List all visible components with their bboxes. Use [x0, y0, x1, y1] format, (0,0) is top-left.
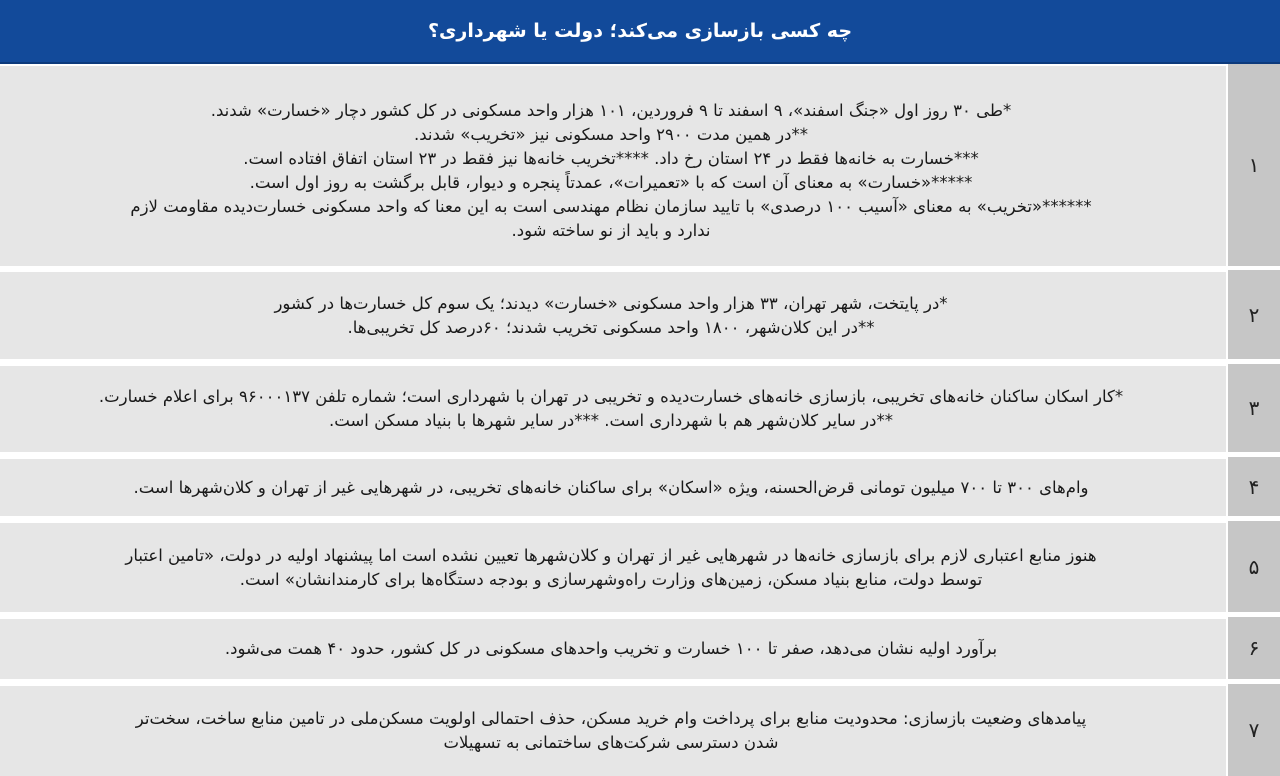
row-content — [0, 457, 1226, 516]
row-line: *کار اسکان ساکنان خانه‌های تخریبی، بازسازی خانه‌های خسارت‌دیده و تخریبی در تهران با شهرداری است؛ شماره تلفن ۹۶۰۰۰۱۳۷ برای اعلام خسارت. — [98, 387, 1124, 406]
row-number: ۷ — [1226, 684, 1280, 776]
table-row — [0, 270, 1280, 359]
row-line: **در سایر کلان‌شهر هم با شهرداری است. ***در سایر شهرها با بنیاد مسکن است. — [329, 411, 893, 430]
row-number: ۶ — [1226, 617, 1280, 679]
row-number: ۵ — [1226, 521, 1280, 612]
row-line: *طی ۳۰ روز اول «جنگ اسفند»، ۹ اسفند تا ۹ فروردین، ۱۰۱ هزار واحد مسکونی در کل کشور دچار «خسارت» شدند. — [210, 101, 1012, 120]
row-number: ۲ — [1226, 270, 1280, 359]
row-line: هنوز منابع اعتباری لازم برای بازسازی خانه‌ها در شهرهایی غیر از تهران و کلان‌شهرها تعیین نشده است اما پیشنهاد اولیه در دولت، «تامین اعتبار — [125, 545, 1097, 565]
table-title — [0, 0, 1280, 64]
row-content — [0, 684, 1226, 776]
row-content — [0, 64, 1226, 266]
row-content — [0, 364, 1226, 452]
row-content — [0, 521, 1226, 612]
row-line: ندارد و باید از نو ساخته شود. — [511, 221, 711, 240]
table-row — [0, 617, 1280, 679]
row-line: توسط دولت، منابع بنیاد مسکن، زمین‌های وزارت راه‌وشهرسازی و بودجه دستگاه‌ها برای کارمندانشان» است. — [239, 569, 983, 589]
table-row — [0, 684, 1280, 776]
row-line: **در این کلان‌شهر، ۱۸۰۰ واحد مسکونی تخریب شدند؛ ۶۰درصد کل تخریبی‌ها. — [347, 317, 875, 337]
table-row — [0, 64, 1280, 266]
row-line: وام‌های ۳۰۰ تا ۷۰۰ میلیون تومانی قرض‌الحسنه، ویژه «اسکان» برای ساکنان خانه‌های تخریبی، در شهرهایی غیر از تهران و کلان‌شهرها است. — [133, 477, 1089, 497]
row-line: **در همین مدت ۲۹۰۰ واحد مسکونی نیز «تخریب» شدند. — [414, 125, 808, 144]
row-line: شدن دسترسی شرکت‌های ساختمانی به تسهیلات — [443, 733, 779, 752]
row-number: ۴ — [1226, 457, 1280, 516]
row-line: ***خسارت به خانه‌ها فقط در ۲۴ استان رخ داد. ****تخریب خانه‌ها نیز فقط در ۲۳ استان اتفاق افتاده است. — [243, 149, 979, 168]
row-line: پیامدهای وضعیت بازسازی: محدودیت منابع برای پرداخت وام خرید مسکن، حذف احتمالی اولویت مسکن‌ملی در تامین منابع ساخت، سخت‌تر — [135, 709, 1087, 728]
row-line: برآورد اولیه نشان می‌دهد، صفر تا ۱۰۰ خسارت و تخریب واحدهای مسکونی در کل کشور، حدود ۴۰ همت می‌شود. — [224, 639, 998, 658]
table-row — [0, 521, 1280, 612]
table-row — [0, 364, 1280, 452]
row-line: *در پایتخت، شهر تهران، ۳۳ هزار واحد مسکونی «خسارت» دیدند؛ یک سوم کل خسارت‌ها در کشور — [274, 293, 948, 313]
row-number: ۳ — [1226, 364, 1280, 452]
row-content — [0, 617, 1226, 679]
row-number: ۱ — [1226, 64, 1280, 266]
row-line: ******«تخریب» به معنای «آسیب ۱۰۰ درصدی» با تایید سازمان نظام مهندسی است به این معنا که واحد مسکونی خسارت‌دیده مقاومت لازم — [130, 197, 1092, 216]
title-text: چه کسی بازسازی می‌کند؛ دولت یا شهرداری؟ — [428, 20, 853, 42]
row-line: *****«خسارت» به معنای آن است که با «تعمیرات»، عمدتاً پنجره و دیوار، قابل برگشت به روز اول است. — [249, 173, 973, 192]
table-row — [0, 457, 1280, 516]
row-content — [0, 270, 1226, 359]
